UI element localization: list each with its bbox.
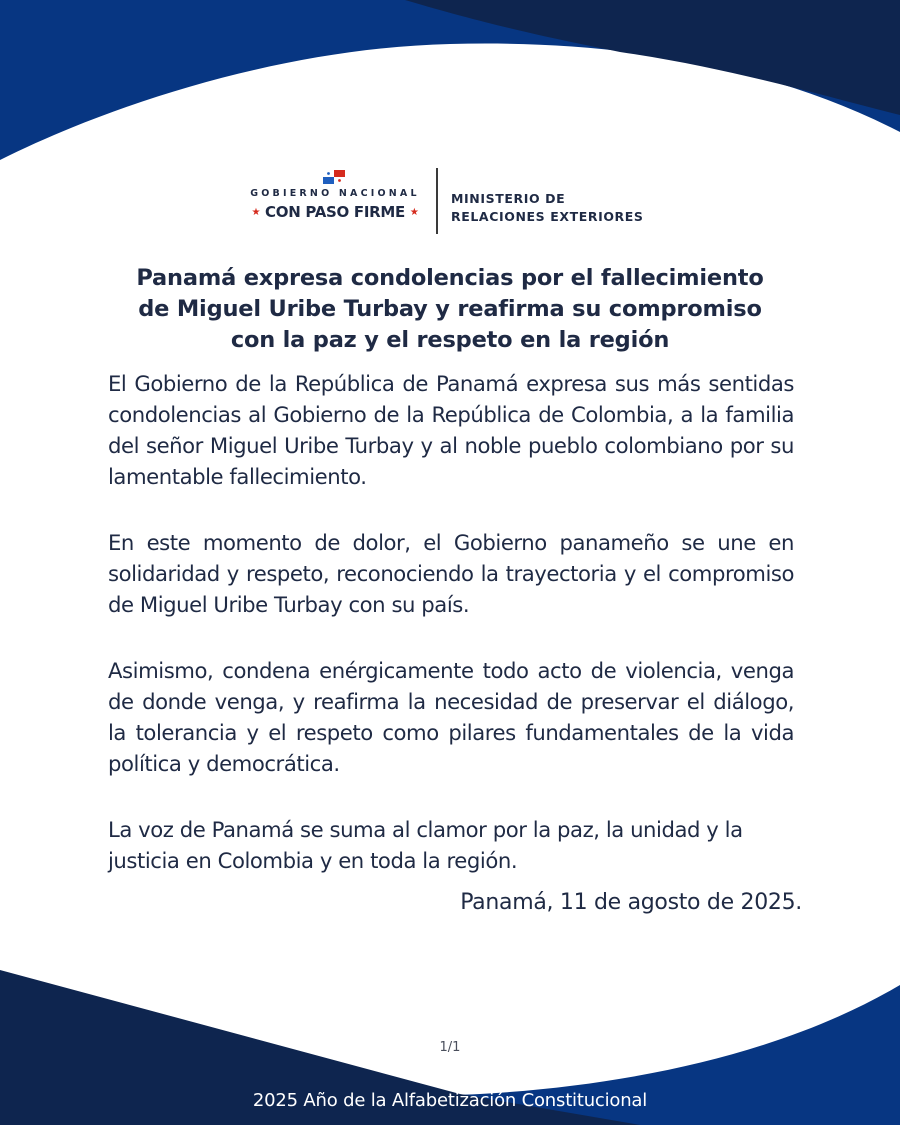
ministerio-relaciones-exteriores xyxy=(451,190,644,226)
date-line: Panamá, 11 de agosto de 2025. xyxy=(460,890,802,915)
con-paso-firme-text xyxy=(244,203,426,221)
title-line: de Miguel Uribe Turbay y reafirma su compromiso xyxy=(138,296,762,322)
star-icon: ★ xyxy=(251,207,261,218)
ministerio-line-1: MINISTERIO DE xyxy=(451,191,566,206)
paragraph: Asimismo, condena enérgicamente todo acto de violencia, venga de donde venga, y reafirma la necesidad de preservar el diálogo, la tolerancia y el respeto como pilares fundamentales de la vida política y democrática. xyxy=(108,658,794,776)
gobierno-nacional-logo xyxy=(244,166,426,236)
paragraph: El Gobierno de la República de Panamá expresa sus más sentidas condolencias al Gobierno de la República de Colombia, a la familia del señor Miguel Uribe Turbay y al noble pueblo colombiano por su lamentable fallecimiento. xyxy=(108,371,794,489)
title-line: Panamá expresa condolencias por el fallecimiento xyxy=(136,265,764,291)
ministerio-line-2: RELACIONES EXTERIORES xyxy=(451,209,644,224)
gobierno-nacional-text: GOBIERNO NACIONAL xyxy=(250,188,420,199)
logo-divider xyxy=(436,168,438,234)
title-line: con la paz y el respeto en la región xyxy=(230,327,670,353)
page-indicator: 1/1 xyxy=(439,1040,461,1055)
document-title xyxy=(100,263,800,356)
document-body xyxy=(108,368,794,911)
paragraph: La voz de Panamá se suma al clamor por la paz, la unidad y la justicia en Colombia y en toda la región. xyxy=(108,817,743,873)
con-paso-firme-label: CON PASO FIRME xyxy=(265,203,405,221)
footer-slogan: 2025 Año de la Alfabetización Constitucional xyxy=(252,1090,648,1111)
header-logo xyxy=(0,166,900,238)
star-icon: ★ xyxy=(409,207,419,218)
panama-flag-icon xyxy=(323,170,345,184)
paragraph: En este momento de dolor, el Gobierno panameño se une en solidaridad y respeto, reconociendo la trayectoria y el compromiso de Miguel Uribe Turbay con su país. xyxy=(108,530,794,617)
